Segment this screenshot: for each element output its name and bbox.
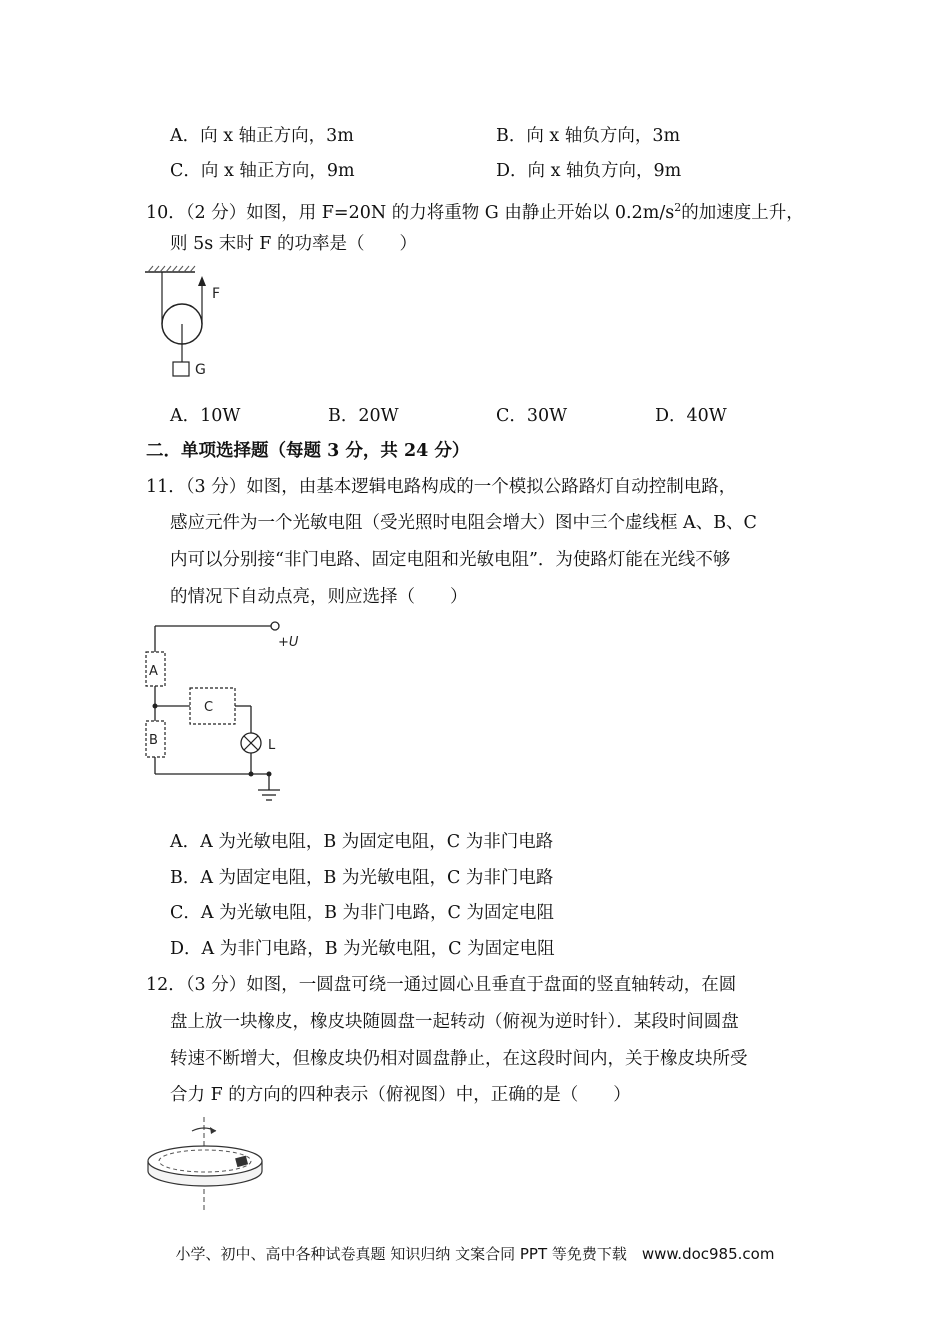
q10-option-c: C．30W — [496, 406, 568, 426]
q9-option-a: A．向 x 轴正方向，3m — [170, 126, 354, 146]
q9-option-c: C．向 x 轴正方向，9m — [170, 161, 355, 181]
circuit-label-b: B — [149, 733, 158, 748]
turntable-figure — [140, 1115, 275, 1215]
section-heading: 二．单项选择题（每题 3 分，共 24 分） — [146, 441, 470, 461]
q12-stem-line1: 12．（3 分）如图，一圆盘可绕一通过圆心且垂直于盘面的竖直轴转动，在圆 — [146, 975, 737, 995]
circuit-label-l: L — [268, 738, 276, 753]
circuit-label-c: C — [204, 700, 214, 715]
q11-option-a: A．A 为光敏电阻，B 为固定电阻，C 为非门电路 — [170, 832, 554, 852]
circuit-figure — [138, 618, 313, 808]
q10-stem-line1 — [146, 196, 804, 225]
q10-stem-line2: 则 5s 末时 F 的功率是（ ） — [170, 234, 418, 254]
q9-option-d: D．向 x 轴负方向，9m — [496, 161, 682, 181]
q11-option-c: C．A 为光敏电阻，B 为非门电路，C 为固定电阻 — [170, 903, 554, 923]
q10-stem-sup: 2 — [674, 201, 682, 214]
q12-stem-line4: 合力 F 的方向的四种表示（俯视图）中，正确的是（ ） — [170, 1085, 631, 1105]
q10-option-a: A．10W — [170, 406, 241, 426]
circuit-label-a: A — [149, 664, 158, 679]
pulley-figure — [140, 262, 240, 387]
q11-option-d: D．A 为非门电路，B 为光敏电阻，C 为固定电阻 — [170, 939, 555, 959]
q12-stem-line2: 盘上放一块橡皮，橡皮块随圆盘一起转动（俯视为逆时针）．某段时间圆盘 — [170, 1012, 739, 1032]
q10-option-b: B．20W — [328, 406, 399, 426]
q11-stem-line1: 11．（3 分）如图，由基本逻辑电路构成的一个模拟公路路灯自动控制电路， — [146, 477, 737, 497]
q10-stem-suffix: 的加速度上升， — [681, 202, 804, 223]
q12-stem-line3: 转速不断增大，但橡皮块仍相对圆盘静止，在这段时间内，关于橡皮块所受 — [170, 1049, 748, 1069]
q9-option-b: B．向 x 轴负方向，3m — [496, 126, 681, 146]
pulley-label-g: G — [195, 362, 206, 378]
q10-stem-prefix: 10．（2 分）如图，用 F=20N 的力将重物 G 由静止开始以 0.2m/s — [146, 202, 675, 223]
page-footer: 小学、初中、高中各种试卷真题 知识归纳 文案合同 PPT 等免费下载 www.doc985.com — [175, 1245, 775, 1263]
q11-stem-line2: 感应元件为一个光敏电阻（受光照时电阻会增大）图中三个虚线框 A、B、C — [170, 513, 757, 533]
q11-stem-line4: 的情况下自动点亮，则应选择（ ） — [170, 587, 468, 607]
pulley-label-f: F — [212, 286, 221, 302]
q11-option-b: B．A 为固定电阻，B 为光敏电阻，C 为非门电路 — [170, 868, 554, 888]
q10-option-d: D．40W — [655, 406, 727, 426]
circuit-label-u: +U — [278, 635, 299, 650]
q11-stem-line3: 内可以分别接“非门电路、固定电阻和光敏电阻”．为使路灯能在光线不够 — [170, 550, 731, 570]
